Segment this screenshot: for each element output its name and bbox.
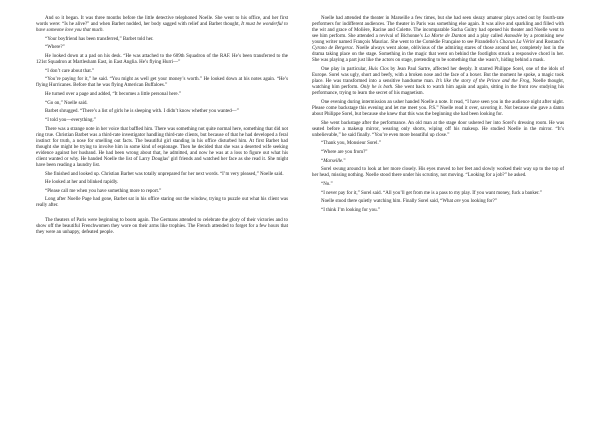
text-run: Noelle thought, watching him perform.: [312, 79, 564, 91]
right-page: [300, 0, 600, 424]
paragraph: [36, 77, 288, 89]
paragraph: [312, 191, 564, 197]
italic-text: Marseille: [323, 158, 343, 164]
text-run: There was a strange note in her voice that baffled him. There was something not quite normal here, something that did not ring true. Christian Barbet was a third-rate investigator handling third-rate clients, but because of that he had developed a feral instinct for truth, a nose for smelling out facts. The beautiful girl standing in his office disturbed him. At first Barbet had thought she might be trying to involve him in some kind of espionage. Then he decided that she was a deserted wife seeking evidence against her husband. He had been wrong about that, he admitted, and now he was at a loss to figure out what his client wanted or why. He handed Noelle the list of Larry Douglas’ girl friends and watched her face as she read it. She might have been reading a laundry list.: [36, 126, 288, 168]
text-run: Noelle had attended the theater in Marseille a few times, but she had seen sleazy amateur plays acted out by fourth-rate performers for indifferent audiences. The theater in Paris was something else again. It was alive and sparkling and filled with the wit and grace of Molière, Racine and Colette. The incomparable Sacha Guitry had opened his theater and Noelle went to see him perform. She attended a revival of Bichonne’s: [312, 16, 564, 40]
paragraph: [36, 127, 288, 169]
paragraph: [312, 199, 564, 205]
text-run: Noelle stood there quietly watching him. Finally Sorel said, “What: [321, 199, 455, 205]
paragraph: [36, 109, 288, 115]
paragraph: [312, 150, 564, 156]
paragraph: [312, 16, 564, 64]
text-run: The theaters of Paris were beginning to boom again. The Germans attended to celebrate the glory of their victories and to show off the beautiful Frenchwomen they wore on their arms like trophies. The French attended to forget for a few hours that they were an unhappy, defeated people.: [36, 218, 288, 236]
text-run: “I never pay for it,” Sorel said. “All you’ll get from me is a pass to my play. If you want money, fuck a banker.”: [321, 190, 542, 196]
paragraph: [312, 67, 564, 97]
text-run: you looking for?”: [460, 199, 498, 205]
italic-text: are: [454, 199, 461, 205]
paragraph: [36, 37, 288, 43]
italic-text: Huis Clos: [368, 66, 389, 72]
text-run: “Where are you from?”: [321, 149, 368, 155]
text-run: by Jean Paul Sartre, affected her deeply. It starred Philippe Sorel, one of the idols of Europe. Sorel was ugly, short and beefy, with a broken nose and the face of a boxer. But the moment he spoke, a magic took place. He was transformed into a sensitive handsome man.: [312, 66, 564, 85]
paragraph: [36, 197, 288, 209]
text-run: “I don’t care about that.”: [45, 68, 95, 74]
paragraph: [36, 92, 288, 98]
italic-text: Only he is both.: [360, 85, 394, 91]
text-run: One evening during intermission an usher handed Noelle a note. It read, “I have seen you in the audience night after night. Please come backstage this evening and let me meet you. P.S.” Noelle read it over, savoring it. Not because she gave a damn about Philippe Sorel, but because she knew that this was the beginning she had been looking for.: [312, 99, 564, 117]
text-run: And so it began. It was three months before the little detective telephoned Noelle. She went to his office, and her first words were: “Is he alive?” and when Barbet nodded, her body sagged with relief and Barbet thought,: [36, 16, 288, 28]
text-run: “No.”: [321, 181, 333, 187]
paragraph: [36, 180, 288, 186]
text-run: “Thank you, Monsieur Sorel.”: [321, 141, 381, 147]
text-run: and Rostand’s: [534, 40, 565, 46]
italic-text: It must be wonderful to have someone love you that much.: [36, 22, 288, 34]
paragraph: [36, 101, 288, 107]
paragraph: [36, 172, 288, 178]
text-run: He looked down at a pad on his desk. “He was attached to the 609th Squadron of the RAF. He’s been transferred to the 121st Squadron at Martlesham East, in East Anglia. He’s flying Hurri—”: [36, 54, 288, 66]
text-run: “Where?”: [45, 45, 65, 51]
text-run: Barbet shrugged. “There’s a list of girls he is sleeping with. I didn’t know whether you wanted—”: [45, 109, 239, 115]
paragraph: [36, 54, 288, 66]
paragraph: [36, 118, 288, 124]
text-run: “Please call me when you have something more to report.”: [45, 188, 162, 194]
paragraph: [36, 45, 288, 51]
italic-text: La Morte de Danton: [424, 34, 467, 40]
paragraph: [312, 182, 564, 188]
text-run: He turned over a page and added, “It becomes a little personal here.”: [45, 92, 181, 98]
text-run: “You’re paying for it,” he said. “You might as well get your money’s worth.” He looked down at his notes again. “He’s flying Hurricanes. Before that he was flying American Buffaloes.”: [36, 77, 288, 89]
text-run: “I told you—everything.”: [45, 117, 96, 123]
paragraph: [312, 159, 564, 165]
text-run: .”: [342, 158, 346, 164]
text-run: “: [321, 158, 324, 164]
paragraph: [312, 208, 564, 214]
text-run: by a promising new young writer named François Mauriac. She went to the Comédie Française to see Pirandello’s: [312, 34, 565, 46]
text-run: He looked at her and blinked rapidly.: [45, 180, 119, 186]
text-run: “I think I’m looking for you.”: [321, 207, 380, 213]
text-run: She went back to watch him again and again, sitting in the front row studying his performance, trying to learn the secret of his magnetism.: [312, 85, 564, 97]
paragraph: [36, 69, 288, 75]
paragraph: [312, 141, 564, 147]
paragraph: [312, 167, 564, 179]
text-run: “Go on,” Noelle said.: [45, 100, 88, 106]
italic-text: Chacun La Vérité: [499, 40, 535, 46]
paragraph: [312, 100, 564, 118]
italic-text: It’s like the story of the Prince and the Frog,: [435, 79, 531, 85]
text-run: Sorel swung around to look at her more closely. His eyes moved to her feet and slowly worked their way up to the top of her head, missing nothing. Noelle stood there under his scrutiny, not moving. “Looking for a job?” he asked.: [312, 167, 564, 179]
text-run: Long after Noelle Page had gone, Barbet sat in his office staring out the window, trying to puzzle out what his client was really after.: [36, 197, 288, 209]
text-run: “Your boyfriend has been transferred,” Barbet told her.: [45, 36, 154, 42]
italic-text: Asmodée: [504, 34, 522, 40]
paragraph: [36, 16, 288, 34]
text-run: She finished and looked up. Christian Barbet was totally unprepared for her next words. “I’m very pleased,” Noelle said.: [45, 171, 284, 177]
paragraph: [312, 121, 564, 139]
text-run: One play in particular,: [321, 66, 369, 72]
paragraph: [36, 189, 288, 195]
text-run: and a play called: [466, 34, 505, 40]
text-run: . Noelle always went alone, oblivious of the admiring stares of those around her, completely lost in the drama taking place on the stage. Something in the magic that went on behind the footlights struck a responsive chord in her. She was playing a part just like the actors on stage, pretending to be something that she wasn’t, hiding behind a mask.: [312, 46, 564, 64]
italic-text: Cyrano de Bergerac: [312, 46, 354, 52]
paragraph: [36, 218, 288, 236]
text-run: She went backstage after the performance. An old man at the stage door ushered her into Sorel’s dressing room. He was seated before a makeup mirror, wearing only shorts, wiping off his makeup. He studied Noelle in the mirror. “It’s unbelievable,” he said finally. “You’re even more beautiful up close.”: [312, 120, 564, 138]
